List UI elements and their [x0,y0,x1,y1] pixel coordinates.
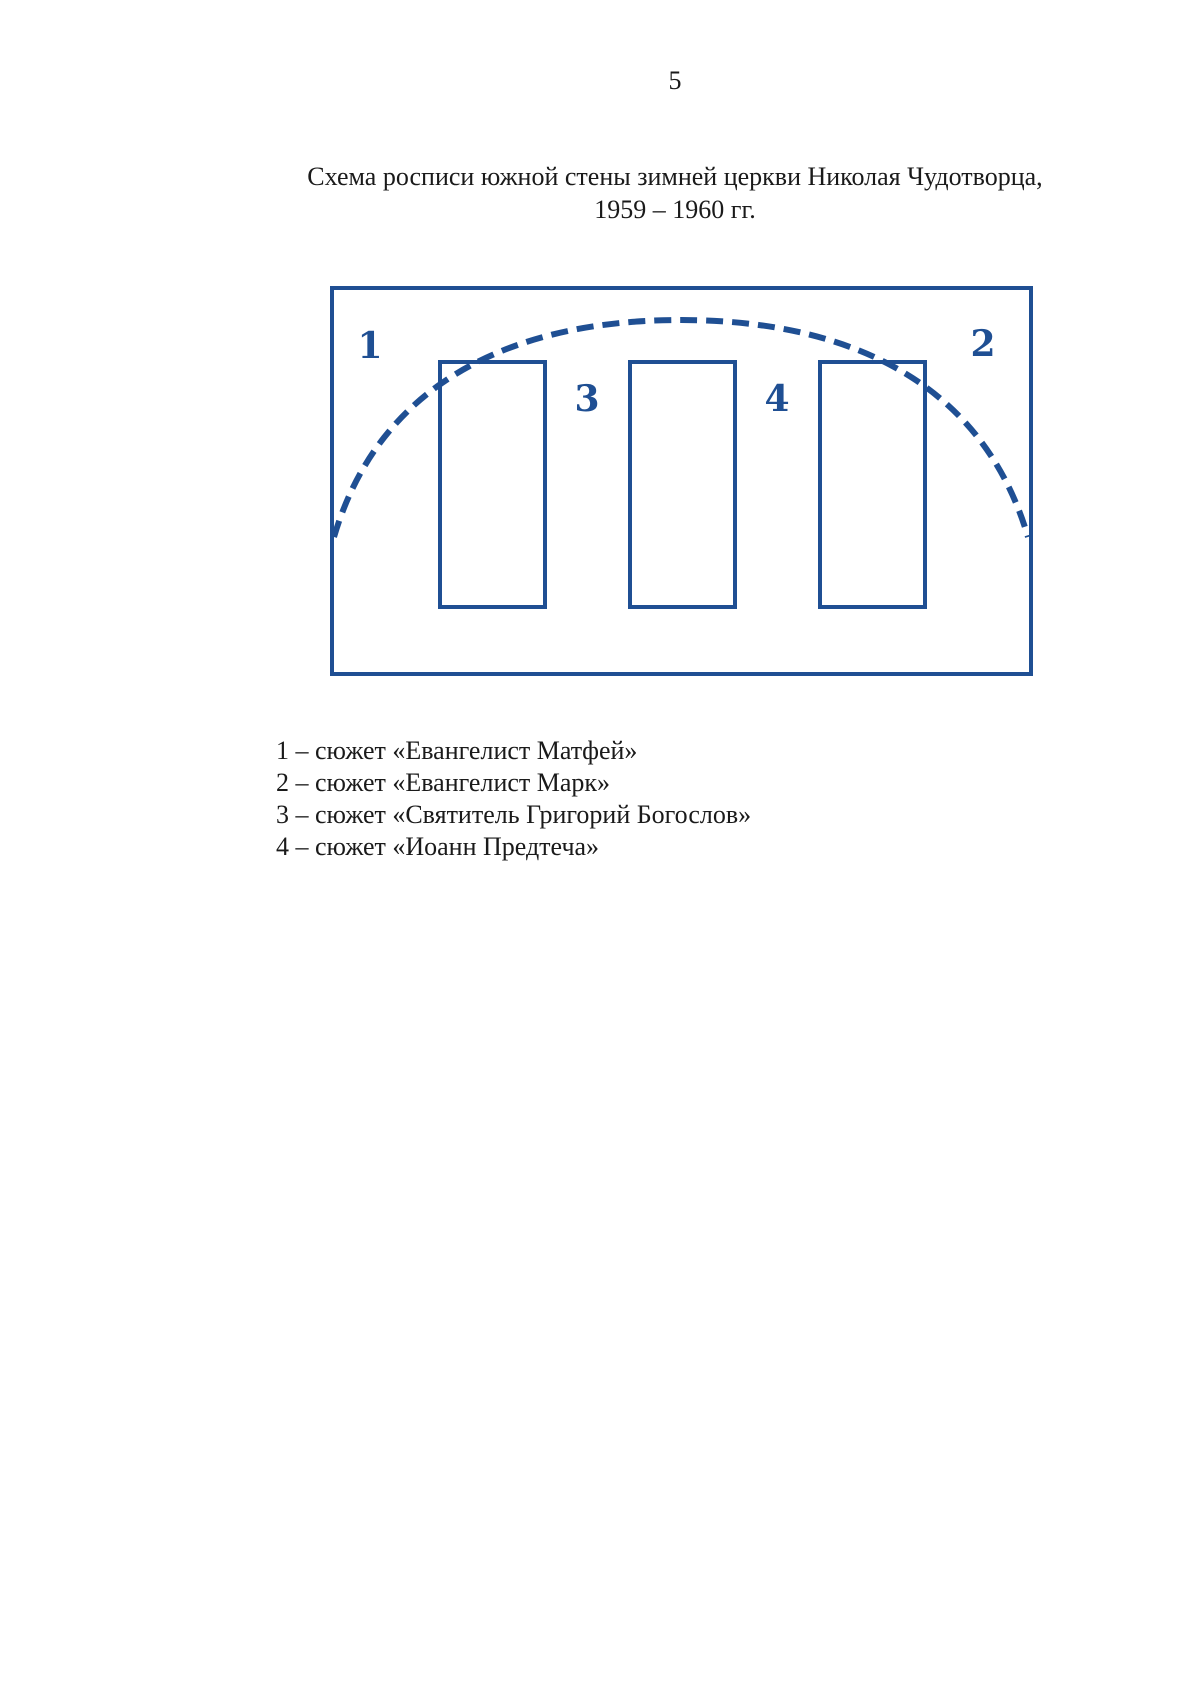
wall-diagram [328,284,1035,678]
window-left [440,362,545,607]
title-line-1: Схема росписи южной стены зимней церкви Николая Чудотворца, [307,162,1043,191]
zone-label-2: 2 [970,323,996,365]
page-number: 5 [668,66,682,95]
page-title [0,160,1200,226]
wall-diagram-svg [328,284,1035,678]
window-right [820,362,925,607]
window-center [630,362,735,607]
zone-label-3: 3 [574,378,600,420]
legend [276,735,751,863]
legend-item-4: 4 – сюжет «Иоанн Предтеча» [276,832,600,861]
legend-item-1: 1 – сюжет «Евангелист Матфей» [276,736,638,765]
zone-label-1: 1 [357,325,383,367]
legend-item-2: 2 – сюжет «Евангелист Марк» [276,768,611,797]
title-line-2: 1959 – 1960 гг. [594,195,756,224]
zone-label-4: 4 [764,378,790,420]
legend-item-3: 3 – сюжет «Святитель Григорий Богослов» [276,800,752,829]
